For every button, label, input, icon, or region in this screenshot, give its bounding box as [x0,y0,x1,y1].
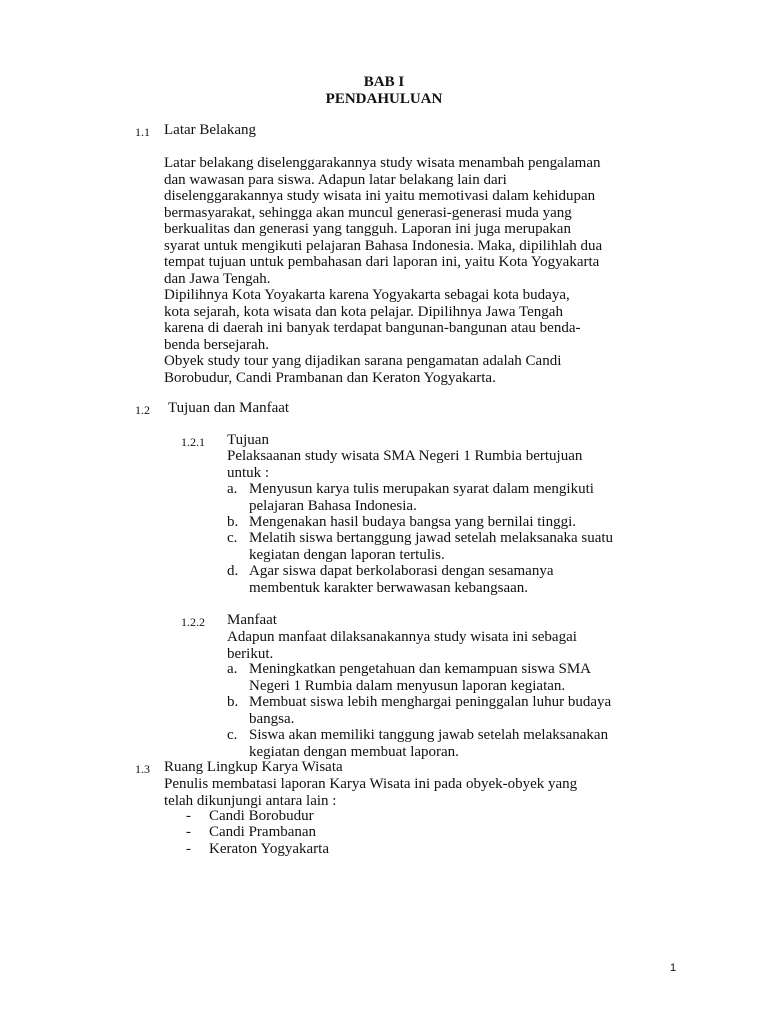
section-heading: Ruang Lingkup Karya Wisata [164,759,343,775]
list-marker: c. [227,530,238,546]
list-item-line: bangsa. [249,710,295,727]
list-marker: c. [227,727,238,743]
list-item [249,514,576,531]
section-heading: Latar Belakang [164,122,257,138]
paragraph-line: dan wawasan para siswa. Adapun latar belakang lain dari [164,171,507,188]
subsection-heading: Manfaat [227,612,277,628]
list-item-line: Membuat siswa lebih menghargai peninggalan luhur budaya [249,694,612,710]
list-item-line: Negeri 1 Rumbia dalam menyusun laporan kegiatan. [249,677,566,694]
list-item [249,727,608,760]
intro-line: untuk : [227,464,270,481]
paragraph-line: syarat untuk mengikuti pelajaran Bahasa Indonesia. Maka, dipilihlah dua [164,237,603,254]
list-item-line: Menyusun karya tulis merupakan syarat dalam mengikuti [249,481,594,497]
dash-marker: - [186,824,191,840]
subsection-number: 1.2.1 [181,435,205,449]
list-item [249,530,613,563]
list-marker: d. [227,563,239,579]
dash-marker: - [186,841,191,857]
paragraph-line: benda bersejarah. [164,336,269,353]
intro-line: Pelaksaanan study wisata SMA Negeri 1 Rumbia bertujuan [227,448,583,464]
paragraph-line: Latar belakang diselenggarakannya study wisata menambah pengalaman [164,155,601,171]
subsection-intro [227,448,582,481]
list-marker: b. [227,694,239,710]
list-item: Keraton Yogyakarta [209,841,329,857]
section-number: 1.1 [135,125,150,139]
paragraph-line: tempat tujuan untuk pembahasan dari laporan ini, yaitu Kota Yogyakarta [164,254,600,270]
paragraph-line: Borobudur, Candi Prambanan dan Keraton Yogyakarta. [164,369,496,386]
paragraph-line: berkualitas dan generasi yang tangguh. Laporan ini juga merupakan [164,221,571,237]
subsection-intro [227,629,577,662]
intro-line: Penulis membatasi laporan Karya Wisata ini pada obyek-obyek yang [164,776,578,792]
list-item: Candi Prambanan [209,824,317,840]
intro-line: Adapun manfaat dilaksanakannya study wisata ini sebagai [227,629,577,645]
list-marker: a. [227,661,238,677]
chapter-label: BAB I [363,74,405,90]
section-intro [164,776,577,809]
paragraph-line: bermasyarakat, sehingga akan muncul generasi-generasi muda yang [164,204,572,221]
list-item-line: kegiatan dengan membuat laporan. [249,743,459,760]
section-number: 1.3 [135,762,150,776]
chapter-title: PENDAHULUAN [325,91,443,107]
section-heading: Tujuan dan Manfaat [168,400,290,416]
paragraph-line: kota sejarah, kota wisata dan kota pelajar. Dipilihnya Jawa Tengah [164,303,563,320]
dash-marker: - [186,808,191,824]
paragraph-line: dan Jawa Tengah. [164,270,271,287]
list-item-line: kegiatan dengan laporan tertulis. [249,546,445,563]
paragraph-line: Obyek study tour yang dijadikan sarana pengamatan adalah Candi [164,353,562,369]
list-item-line: Siswa akan memiliki tanggung jawab setelah melaksanakan [249,727,609,743]
list-item-line: Agar siswa dapat berkolaborasi dengan sesamanya [249,563,554,579]
paragraph-line: diselenggarakannya study wisata ini yaitu memotivasi dalam kehidupan [164,188,596,204]
intro-line: berikut. [227,645,274,662]
list-item: Candi Borobudur [209,808,314,824]
section-number: 1.2 [135,403,150,417]
subsection-number: 1.2.2 [181,615,205,629]
list-item [249,481,594,514]
list-item [249,661,591,694]
list-item [249,563,553,596]
list-item-line: Meningkatkan pengetahuan dan kemampuan siswa SMA [249,661,592,677]
page-number: 1 [670,962,677,974]
subsection-heading: Tujuan [227,432,269,448]
paragraph-line: Dipilihnya Kota Yoyakarta karena Yogyakarta sebagai kota budaya, [164,287,570,303]
intro-line: telah dikunjungi antara lain : [164,792,337,809]
list-item-line: membentuk karakter berwawasan kebangsaan. [249,579,529,596]
list-item [249,694,611,727]
paragraph-line: karena di daerah ini banyak terdapat bangunan-bangunan atau benda- [164,320,581,336]
list-item-line: Melatih siswa bertanggung jawad setelah melaksanaka suatu [249,530,614,546]
list-item-line: pelajaran Bahasa Indonesia. [249,497,417,514]
section-paragraph [164,155,602,386]
list-marker: a. [227,481,238,497]
list-item-line: Mengenakan hasil budaya bangsa yang bernilai tinggi. [249,514,576,530]
list-marker: b. [227,514,239,530]
